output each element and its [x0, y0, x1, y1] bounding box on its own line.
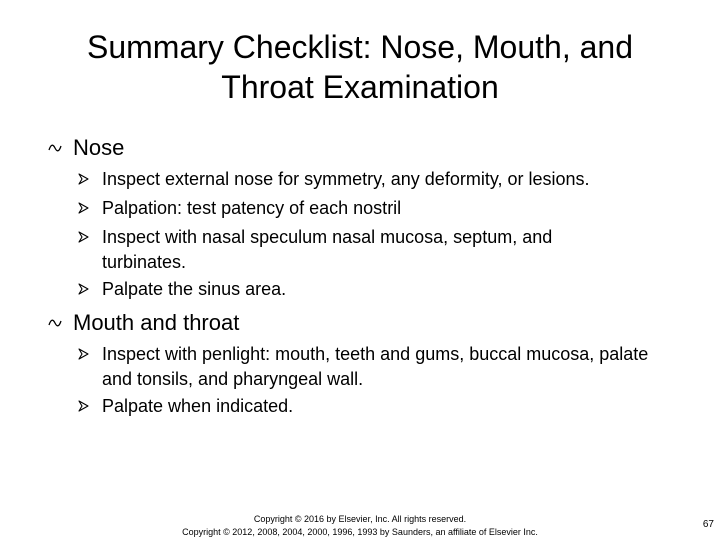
bullet-mouth-1: Inspect with penlight: mouth, teeth and gums, buccal mucosa, palate and tonsils, and pharyngeal wall.	[102, 344, 649, 389]
slide-title	[20, 27, 700, 107]
page-number: 67	[702, 519, 714, 530]
arrowhead-bullet-icon	[78, 202, 89, 214]
slide-title-line-1: Summary Checklist: Nose, Mouth, and	[87, 29, 633, 65]
arrowhead-bullet-icon	[78, 400, 89, 412]
section-heading-nose: Nose	[73, 135, 125, 160]
copyright-notice	[150, 513, 570, 539]
bullet-nose-3: Inspect with nasal speculum nasal mucosa, septum, and turbinates.	[102, 227, 553, 272]
wave-bullet-icon	[48, 143, 62, 153]
arrowhead-bullet-icon	[78, 173, 89, 185]
arrowhead-bullet-icon	[78, 283, 89, 295]
copyright-line-2: Copyright © 2012, 2008, 2004, 2000, 1996, 1993 by Saunders, an affiliate of Elsevier Inc.	[182, 527, 538, 537]
bullet-nose-1: Inspect external nose for symmetry, any deformity, or lesions.	[102, 169, 590, 189]
bullet-nose-4: Palpate the sinus area.	[102, 279, 287, 299]
arrowhead-bullet-icon	[78, 231, 89, 243]
section-heading-mouth-throat: Mouth and throat	[73, 310, 240, 335]
wave-bullet-icon	[48, 318, 62, 328]
arrowhead-bullet-icon	[78, 348, 89, 360]
bullet-nose-2: Palpation: test patency of each nostril	[102, 198, 402, 218]
slide-title-line-2: Throat Examination	[221, 69, 499, 105]
bullet-mouth-2: Palpate when indicated.	[102, 396, 294, 416]
copyright-line-1: Copyright © 2016 by Elsevier, Inc. All rights reserved.	[253, 514, 467, 524]
